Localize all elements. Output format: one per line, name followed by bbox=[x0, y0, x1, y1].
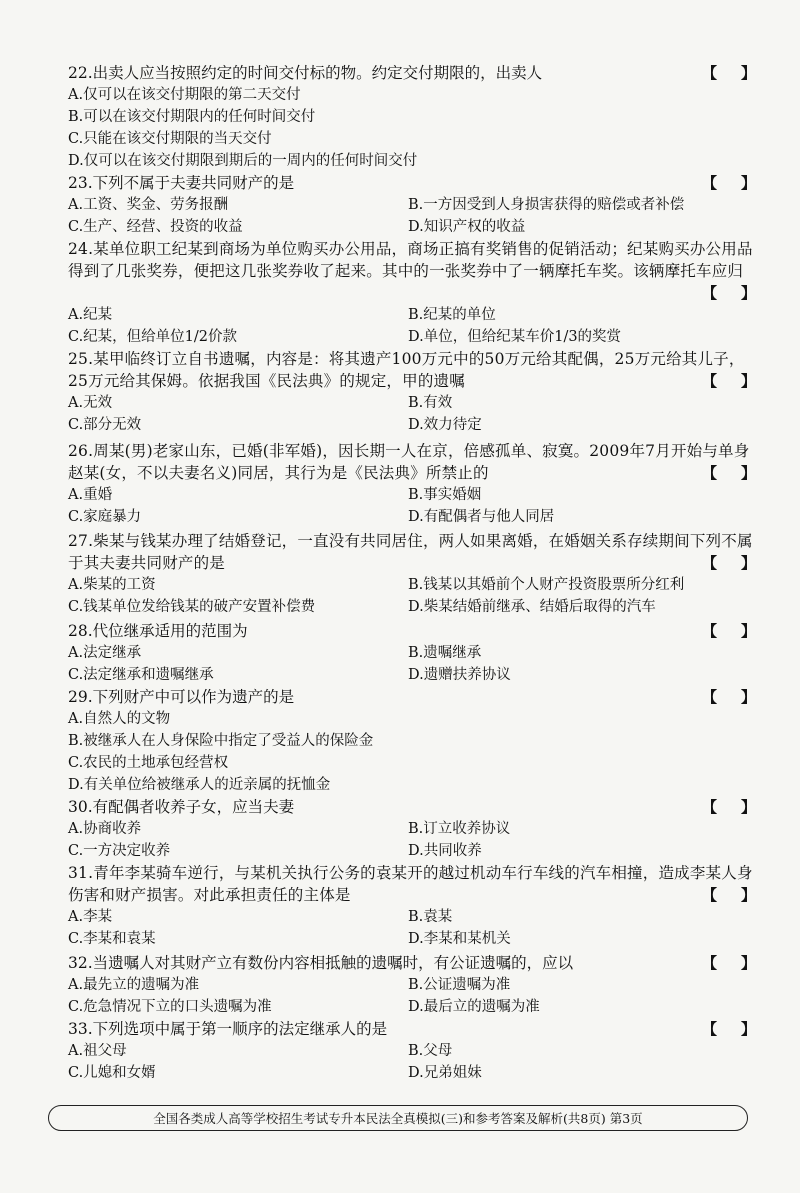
question-31-option-D: D.李某和某机关 bbox=[408, 931, 511, 947]
answer-bracket: 【】 bbox=[702, 372, 781, 390]
question-24-option-C: C.纪某，但给单位1/2价款 bbox=[68, 329, 238, 345]
question-23-stem: 23.下列不属于夫妻共同财产的是 bbox=[68, 174, 295, 192]
question-22-option-C: C.只能在该交付期限的当天交付 bbox=[68, 131, 272, 147]
question-30-option-D: D.共同收养 bbox=[408, 843, 482, 859]
question-24-option-B: B.纪某的单位 bbox=[408, 307, 496, 323]
question-29-option-B: B.被继承人在人身保险中指定了受益人的保险金 bbox=[68, 733, 374, 749]
question-32-option-C: C.危急情况下立的口头遗嘱为准 bbox=[68, 999, 272, 1015]
question-25-option-C: C.部分无效 bbox=[68, 417, 142, 433]
question-27-stem: 27.柴某与钱某办理了结婚登记，一直没有共同居住，两人如果离婚，在婚姻关系存续期间下列不属于其夫妻共同财产的是 bbox=[68, 532, 753, 572]
answer-bracket: 【】 bbox=[702, 1020, 781, 1038]
question-32-option-D: D.最后立的遗嘱为准 bbox=[408, 999, 540, 1015]
question-26-option-C: C.家庭暴力 bbox=[68, 509, 142, 525]
page-footer: 全国各类成人高等学校招生考试专升本民法全真模拟(三)和参考答案及解析(共8页) 第3页 bbox=[48, 1105, 748, 1131]
question-23-option-D: D.知识产权的收益 bbox=[408, 219, 526, 235]
answer-bracket: 【】 bbox=[702, 688, 781, 706]
question-29-option-C: C.农民的土地承包经营权 bbox=[68, 755, 229, 771]
question-29-stem: 29.下列财产中可以作为遗产的是 bbox=[68, 688, 295, 706]
question-25-option-B: B.有效 bbox=[408, 395, 453, 411]
question-23-option-C: C.生产、经营、投资的收益 bbox=[68, 219, 243, 235]
question-23-option-A: A.工资、奖金、劳务报酬 bbox=[68, 197, 229, 213]
question-22-option-D: D.仅可以在该交付期限到期后的一周内的任何时间交付 bbox=[68, 153, 418, 169]
question-22-option-B: B.可以在该交付期限内的任何时间交付 bbox=[68, 109, 316, 125]
question-27-option-C: C.钱某单位发给钱某的破产安置补偿费 bbox=[68, 599, 316, 615]
answer-bracket: 【】 bbox=[702, 284, 781, 302]
question-26-option-D: D.有配偶者与他人同居 bbox=[408, 509, 555, 525]
question-31-option-A: A.李某 bbox=[68, 909, 113, 925]
question-33-option-C: C.儿媳和女婿 bbox=[68, 1065, 156, 1081]
question-29-option-A: A.自然人的文物 bbox=[68, 711, 171, 727]
question-31-option-B: B.袁某 bbox=[408, 909, 453, 925]
question-33-stem: 33.下列选项中属于第一顺序的法定继承人的是 bbox=[68, 1020, 388, 1038]
answer-bracket: 【】 bbox=[702, 954, 781, 972]
question-31-stem: 31.青年李某骑车逆行，与某机关执行公务的袁某开的越过机动车行车线的汽车相撞，造成李某人身伤害和财产损害。对此承担责任的主体是 bbox=[68, 864, 753, 904]
question-30-option-A: A.协商收养 bbox=[68, 821, 142, 837]
question-32-stem: 32.当遗嘱人对其财产立有数份内容相抵触的遗嘱时，有公证遗嘱的，应以 bbox=[68, 954, 574, 972]
question-27-option-B: B.钱某以其婚前个人财产投资股票所分红利 bbox=[408, 577, 685, 593]
question-25-stem: 25.某甲临终订立自书遗嘱，内容是：将其遗产100万元中的50万元给其配偶，25万元给其儿子，25万元给其保姆。依据我国《民法典》的规定，甲的遗嘱 bbox=[68, 350, 745, 390]
question-24-option-D: D.单位，但给纪某车价1/3的奖赏 bbox=[408, 329, 622, 345]
question-26-option-B: B.事实婚姻 bbox=[408, 487, 482, 503]
question-22-option-A: A.仅可以在该交付期限的第二天交付 bbox=[68, 87, 301, 103]
question-28-option-A: A.法定继承 bbox=[68, 645, 142, 661]
question-29-option-D: D.有关单位给被继承人的近亲属的抚恤金 bbox=[68, 777, 331, 793]
question-23-option-B: B.一方因受到人身损害获得的赔偿或者补偿 bbox=[408, 197, 685, 213]
question-33-option-B: B.父母 bbox=[408, 1043, 453, 1059]
question-28-option-C: C.法定继承和遗嘱继承 bbox=[68, 667, 214, 683]
question-25-option-D: D.效力待定 bbox=[408, 417, 482, 433]
question-30-stem: 30.有配偶者收养子女，应当夫妻 bbox=[68, 798, 295, 816]
question-27-option-D: D.柴某结婚前继承、结婚后取得的汽车 bbox=[408, 599, 656, 615]
answer-bracket: 【】 bbox=[702, 554, 781, 572]
question-24-option-A: A.纪某 bbox=[68, 307, 113, 323]
answer-bracket: 【】 bbox=[702, 886, 781, 904]
answer-bracket: 【】 bbox=[702, 174, 781, 192]
question-25-option-A: A.无效 bbox=[68, 395, 113, 411]
question-28-stem: 28.代位继承适用的范围为 bbox=[68, 622, 248, 640]
question-26-stem: 26.周某(男)老家山东，已婚(非军婚)，因长期一人在京，倍感孤单、寂寞。2009年7月开始与单身赵某(女，不以夫妻名义)同居，其行为是《民法典》所禁止的 bbox=[68, 442, 750, 482]
question-24-stem: 24.某单位职工纪某到商场为单位购买办公用品，商场正搞有奖销售的促销活动；纪某购买办公用品得到了几张奖券，便把这几张奖券收了起来。其中的一张奖券中了一辆摩托车奖。该辆摩托车应归 bbox=[68, 240, 753, 280]
question-28-option-B: B.遗嘱继承 bbox=[408, 645, 482, 661]
question-32-option-A: A.最先立的遗嘱为准 bbox=[68, 977, 200, 993]
question-32-option-B: B.公证遗嘱为准 bbox=[408, 977, 511, 993]
question-27-option-A: A.柴某的工资 bbox=[68, 577, 156, 593]
answer-bracket: 【】 bbox=[702, 622, 781, 640]
question-33-option-A: A.祖父母 bbox=[68, 1043, 127, 1059]
question-31-option-C: C.李某和袁某 bbox=[68, 931, 156, 947]
question-30-option-C: C.一方决定收养 bbox=[68, 843, 171, 859]
question-26-option-A: A.重婚 bbox=[68, 487, 113, 503]
answer-bracket: 【】 bbox=[702, 64, 781, 82]
question-30-option-B: B.订立收养协议 bbox=[408, 821, 511, 837]
question-22-stem: 22.出卖人应当按照约定的时间交付标的物。约定交付期限的，出卖人 bbox=[68, 64, 543, 82]
question-33-option-D: D.兄弟姐妹 bbox=[408, 1065, 482, 1081]
answer-bracket: 【】 bbox=[702, 464, 781, 482]
question-28-option-D: D.遗赠扶养协议 bbox=[408, 667, 511, 683]
answer-bracket: 【】 bbox=[702, 798, 781, 816]
